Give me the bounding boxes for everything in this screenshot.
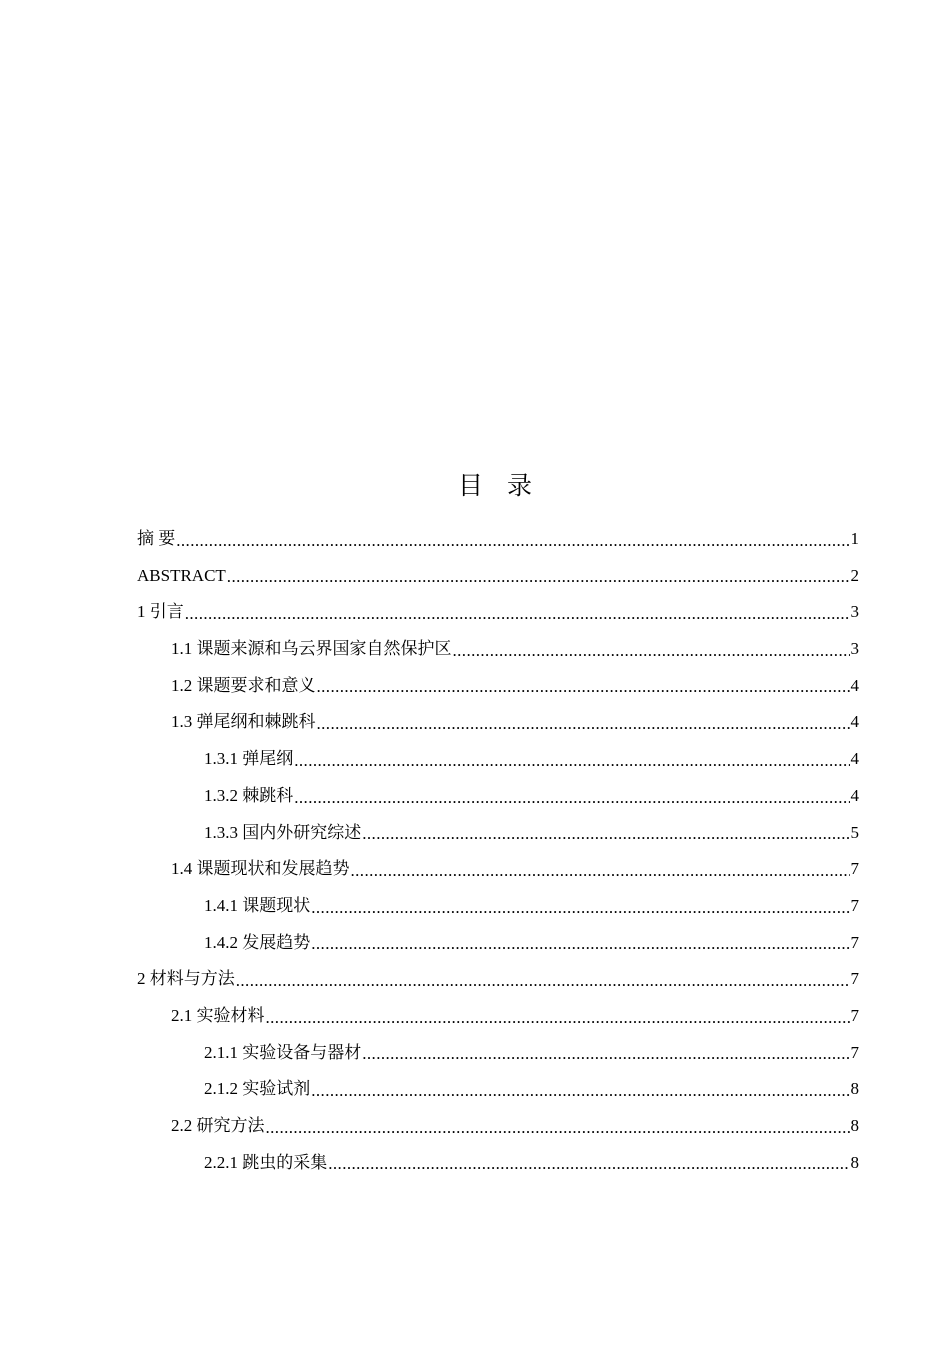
toc-dot-leader [362, 815, 849, 852]
toc-entry-page-number: 5 [850, 822, 859, 842]
toc-dot-leader [317, 668, 850, 705]
toc-entry-page-number: 4 [850, 712, 859, 732]
toc-entry-label: 2.1 实验材料 [171, 1005, 265, 1025]
toc-entry[interactable] [137, 888, 859, 925]
toc-entry-label: 1.2 课题要求和意义 [171, 675, 316, 695]
toc-entry-label: 1.3 弹尾纲和棘跳科 [171, 712, 316, 732]
toc-entry-page-number: 7 [850, 932, 859, 952]
toc-entry-label: 1.4.2 发展趋势 [204, 932, 311, 952]
toc-entry[interactable] [137, 925, 859, 962]
toc-entry-label: 1.3.3 国内外研究综述 [204, 822, 362, 842]
toc-entry-label: 1 引言 [137, 602, 184, 622]
toc-dot-leader [236, 961, 850, 998]
toc-entry[interactable] [137, 1071, 859, 1108]
toc-entry[interactable] [137, 1145, 859, 1182]
toc-dot-leader [266, 1108, 850, 1145]
toc-entry-page-number: 7 [850, 1005, 859, 1025]
toc-entry-label: 1.4.1 课题现状 [204, 895, 311, 915]
toc-entry[interactable] [137, 741, 859, 778]
toc-entry[interactable] [137, 998, 859, 1035]
toc-entry[interactable] [137, 704, 859, 741]
toc-entry-page-number: 8 [850, 1079, 859, 1099]
toc-entry-label: 1.3.1 弹尾纲 [204, 749, 294, 769]
toc-entry-label: 2.2 研究方法 [171, 1116, 265, 1135]
toc-dot-leader [311, 1071, 849, 1108]
toc-entry-page-number: 8 [850, 1116, 859, 1135]
toc-entry-label: ABSTRACT [137, 565, 226, 585]
toc-dot-leader [351, 851, 850, 888]
toc-dot-leader [453, 631, 850, 668]
toc-entry-label: 摘 要 [137, 529, 176, 548]
toc-entry[interactable] [137, 668, 859, 705]
toc-entry[interactable] [137, 594, 859, 631]
toc-entry-page-number: 1 [850, 529, 859, 548]
toc-entry-page-number: 4 [850, 749, 859, 769]
toc-entry-page-number: 3 [850, 602, 859, 622]
toc-list [137, 521, 859, 1181]
toc-entry-label: 2 材料与方法 [137, 969, 235, 989]
toc-dot-leader [294, 778, 849, 815]
toc-entry[interactable] [137, 815, 859, 852]
toc-entry[interactable] [137, 631, 859, 668]
toc-dot-leader [311, 888, 849, 925]
toc-entry-page-number: 4 [850, 785, 859, 805]
toc-dot-leader [176, 521, 849, 558]
toc-entry-page-number: 8 [850, 1152, 859, 1172]
toc-entry-label: 2.1.1 实验设备与器材 [204, 1042, 362, 1062]
toc-dot-leader [317, 704, 850, 741]
toc-entry-label: 1.4 课题现状和发展趋势 [171, 859, 350, 879]
toc-entry[interactable] [137, 851, 859, 888]
toc-entry[interactable] [137, 558, 859, 595]
toc-entry-label: 1.1 课题来源和乌云界国家自然保护区 [171, 639, 452, 659]
toc-dot-leader [362, 1035, 849, 1072]
toc-dot-leader [266, 998, 850, 1035]
toc-dot-leader [311, 925, 849, 962]
toc-entry-page-number: 4 [850, 675, 859, 695]
toc-entry-page-number: 7 [850, 859, 859, 879]
toc-dot-leader [294, 741, 849, 778]
toc-dot-leader [185, 594, 850, 631]
toc-entry-page-number: 7 [850, 1042, 859, 1062]
toc-entry-page-number: 7 [850, 895, 859, 915]
toc-entry-page-number: 3 [850, 639, 859, 659]
toc-entry-page-number: 2 [850, 565, 859, 585]
toc-entry-label: 1.3.2 棘跳科 [204, 785, 294, 805]
toc-entry-label: 2.2.1 跳虫的采集 [204, 1152, 328, 1172]
toc-dot-leader [328, 1145, 849, 1182]
toc-title: 目 录 [458, 471, 540, 500]
toc-entry[interactable] [137, 778, 859, 815]
toc-entry[interactable] [137, 961, 859, 998]
toc-entry-label: 2.1.2 实验试剂 [204, 1079, 311, 1099]
toc-entry[interactable] [137, 521, 859, 558]
toc-entry-page-number: 7 [850, 969, 859, 989]
toc-entry[interactable] [137, 1108, 859, 1145]
toc-dot-leader [227, 558, 850, 595]
toc-entry[interactable] [137, 1035, 859, 1072]
